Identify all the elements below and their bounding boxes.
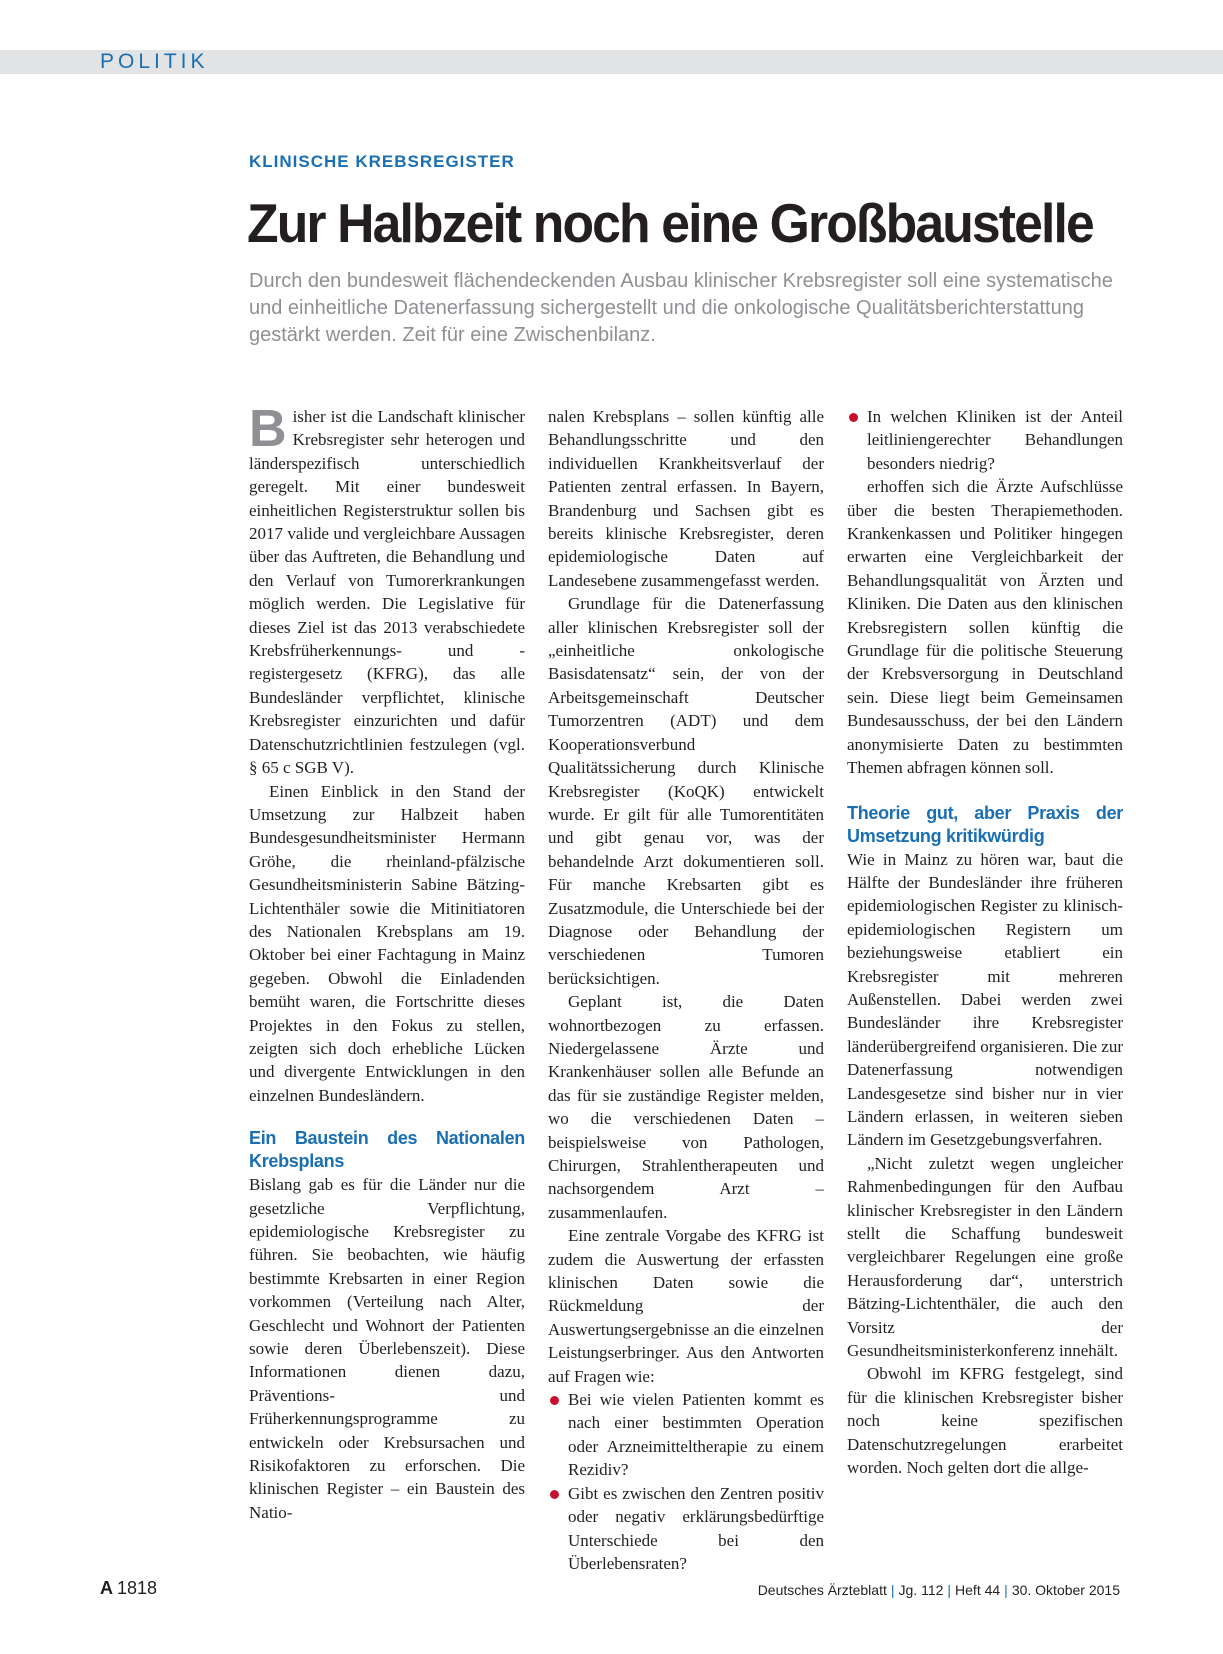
lead-paragraph: Durch den bundesweit flächendeckenden Ausbau klinischer Krebsregister soll eine systematische und einheitliche Datenerfassung sichergestellt und die onkologische Qualitätsberichterstattung gestärkt werden. Zeit für eine Zwischenbilanz. (249, 270, 1113, 346)
article-paragraph: Obwohl im KFRG festgelegt, sind für die klinischen Krebsregister bisher noch keine spezifischen Datenschutzregelungen erarbeitet worden. Noch gelten dort die allge- (847, 1364, 1123, 1478)
separator: | (1004, 1582, 1008, 1598)
question-list (548, 1388, 824, 1575)
article-paragraph: Einen Einblick in den Stand der Umsetzung zur Halbzeit haben Bundesgesundheitsminister Hermann Gröhe, die rheinland-pfälzische Gesundheitsministerin Sabine Bätzing-Lichtenthäler sowie die Mitinitiatoren des Nationalen Krebsplans am 19. Oktober bei einer Fachtagung in Mainz gegeben. Obwohl die Einladenden bemüht waren, die Fortschritte dieses Projektes in den Fokus zu stellen, zeigten sich doch erhebliche Lücken und divergente Entwicklungen in den einzelnen Bundesländern. (249, 781, 525, 1105)
kicker: KLINISCHE KREBSREGISTER (249, 152, 515, 171)
article-column-2 (548, 405, 824, 1575)
article-paragraph: Eine zentrale Vorgabe des KFRG ist zudem die Auswertung der erfassten klinischen Daten sowie die Rückmeldung der Auswertungsergebnisse an die einzelnen Leistungserbringer. Aus den Antworten auf Fragen wie: (548, 1226, 824, 1386)
paragraph-text: isher ist die Landschaft klinischer Krebsregister sehr heterogen und länderspezifisch unterschiedlich geregelt. Mit einer bundesweit einheitlichen Registerstruktur sollen bis 2017 valide und vergleichbare Aussagen über das Auftreten, die Behandlung und den Verlauf von Tumorerkrankungen möglich werden. Die Legislative für dieses Ziel ist das 2013 verabschiedete Krebsfrüherkennungs- und -registergesetz (KFRG), das alle Bundesländer verpflichtet, klinische Krebsregister einzurichten und dafür Datenschutzrichtlinien festzulegen (vgl. § 65 c SGB V). (249, 407, 525, 778)
separator: | (890, 1582, 895, 1598)
page-number (100, 1578, 157, 1599)
article-paragraph: nalen Krebsplans – sollen künftig alle Behandlungsschritte und den individuellen Krankheitsverlauf der Patienten zentral erfassen. In Bayern, Brandenburg und Sachsen gibt es bereits klinische Krebsregister, deren epidemiologische Daten auf Landesebene zusammengefasst werden. (548, 407, 824, 590)
article-paragraph: Grundlage für die Datenerfassung aller klinischen Krebsregister soll der „einheitliche onkologische Basisdatensatz“ sein, der von der Arbeitsgemeinschaft Deutscher Tumorzentren (ADT) und dem Kooperationsverbund Qualitätssicherung durch Klinische Krebsregister (KoQK) entwickelt wurde. Er gilt für alle Tumorentitäten und gibt genau vor, was der behandelnde Arzt dokumentieren soll. Für manche Krebsarten gibt es Zusatzmodule, die Unterschiede bei der Diagnose oder Behandlung der verschiedenen Tumoren berücksichtigen. (548, 594, 824, 988)
article-column-3 (847, 405, 1123, 1479)
article-paragraph: „Nicht zuletzt wegen ungleicher Rahmenbedingungen für den Aufbau klinischer Krebsregister in den Ländern stellt die Schaffung bundesweit vergleichbarer Regelungen eine große Herausforderung dar“, unterstrich Bätzing-Lichtenthäler, die auch den Vorsitz der Gesundheitsministerkonferenz innehält. (847, 1153, 1123, 1361)
list-item: In welchen Kliniken ist der Anteil leitliniengerechter Behandlungen besonders niedrig? (847, 405, 1123, 475)
article-paragraph: Geplant ist, die Daten wohnortbezogen zu erfassen. Niedergelassene Ärzte und Krankenhäuser sollen alle Befunde an das für sie zuständige Register melden, wo die verschiedenen Daten – beispielsweise von Pathologen, Chirurgen, Strahlentherapeuten und nachsorgendem Arzt – zusammenlaufen. (548, 992, 824, 1222)
list-item: Gibt es zwischen den Zentren positiv oder negativ erklärungsbedürftige Unterschiede bei den Überlebensraten? (548, 1482, 824, 1576)
dropcap: B (249, 400, 287, 458)
article-paragraph (249, 400, 525, 780)
section-label: POLITIK (100, 50, 209, 73)
article-paragraph: Bislang gab es für die Länder nur die gesetzliche Verpflichtung, epidemiologische Krebsregister zu führen. Sie beobachten, wie häufig bestimmte Krebsarten in einer Region vorkommen (Verteilung nach Alter, Geschlecht und Wohnort der Patienten sowie deren Überlebenszeit). Diese Informationen dienen dazu, Präventions- und Früherkennungsprogramme zu entwickeln oder Krebsursachen und Risikofaktoren zu erforschen. Die klinischen Register – ein Baustein des Natio- (249, 1175, 525, 1522)
journal-date: 30. Oktober 2015 (1011, 1582, 1120, 1598)
article-paragraph: erhoffen sich die Ärzte Aufschlüsse über die besten Therapiemethoden. Krankenkassen und Politiker hingegen erwarten eine Vergleichbarkeit der Behandlungsqualität von Ärzten und Kliniken. Die Daten aus den klinischen Krebsregistern sollen künftig die Grundlage für die politische Steuerung der Krebsversorgung in Deutschland sein. Diese liegt beim Gemeinsamen Bundesausschuss, der bei den Ländern anonymisierte Daten zu bestimmten Themen abfragen können soll. (847, 477, 1123, 778)
folio-prefix: A (100, 1578, 113, 1598)
journal-volume: Jg. 112 (898, 1582, 944, 1598)
subheading: Ein Baustein des Nationalen Krebsplans (249, 1128, 525, 1172)
journal-issue: Heft 44 (955, 1582, 1001, 1598)
list-item: Bei wie vielen Patienten kommt es nach einer bestimmten Operation oder Arzneimitteltherapie zu einem Rezidiv? (548, 1388, 824, 1482)
journal-name: Deutsches Ärzteblatt (757, 1582, 887, 1598)
headline: Zur Halbzeit noch eine Großbaustelle (247, 192, 1093, 254)
subheading: Theorie gut, aber Praxis der Umsetzung kritikwürdig (847, 802, 1123, 846)
folio-number: 1818 (117, 1578, 158, 1598)
article-column-1 (249, 400, 525, 1524)
question-list-continued (847, 405, 1123, 475)
article-paragraph: Wie in Mainz zu hören war, baut die Hälfte der Bundesländer ihre früheren epidemiologischen Register zu klinisch-epidemiologischen Registern um beziehungsweise etabliert ein Krebsregister mit mehreren Außenstellen. Dabei werden zwei Bundesländer ihre Krebsregister länderübergreifend organisieren. Die zur Datenerfassung notwendigen Landesgesetze sind bisher nur in vier Ländern erlassen, in weiteren sieben Ländern im Gesetzgebungsverfahren. (847, 849, 1123, 1150)
separator: | (947, 1582, 952, 1598)
journal-footer (758, 1582, 1120, 1598)
